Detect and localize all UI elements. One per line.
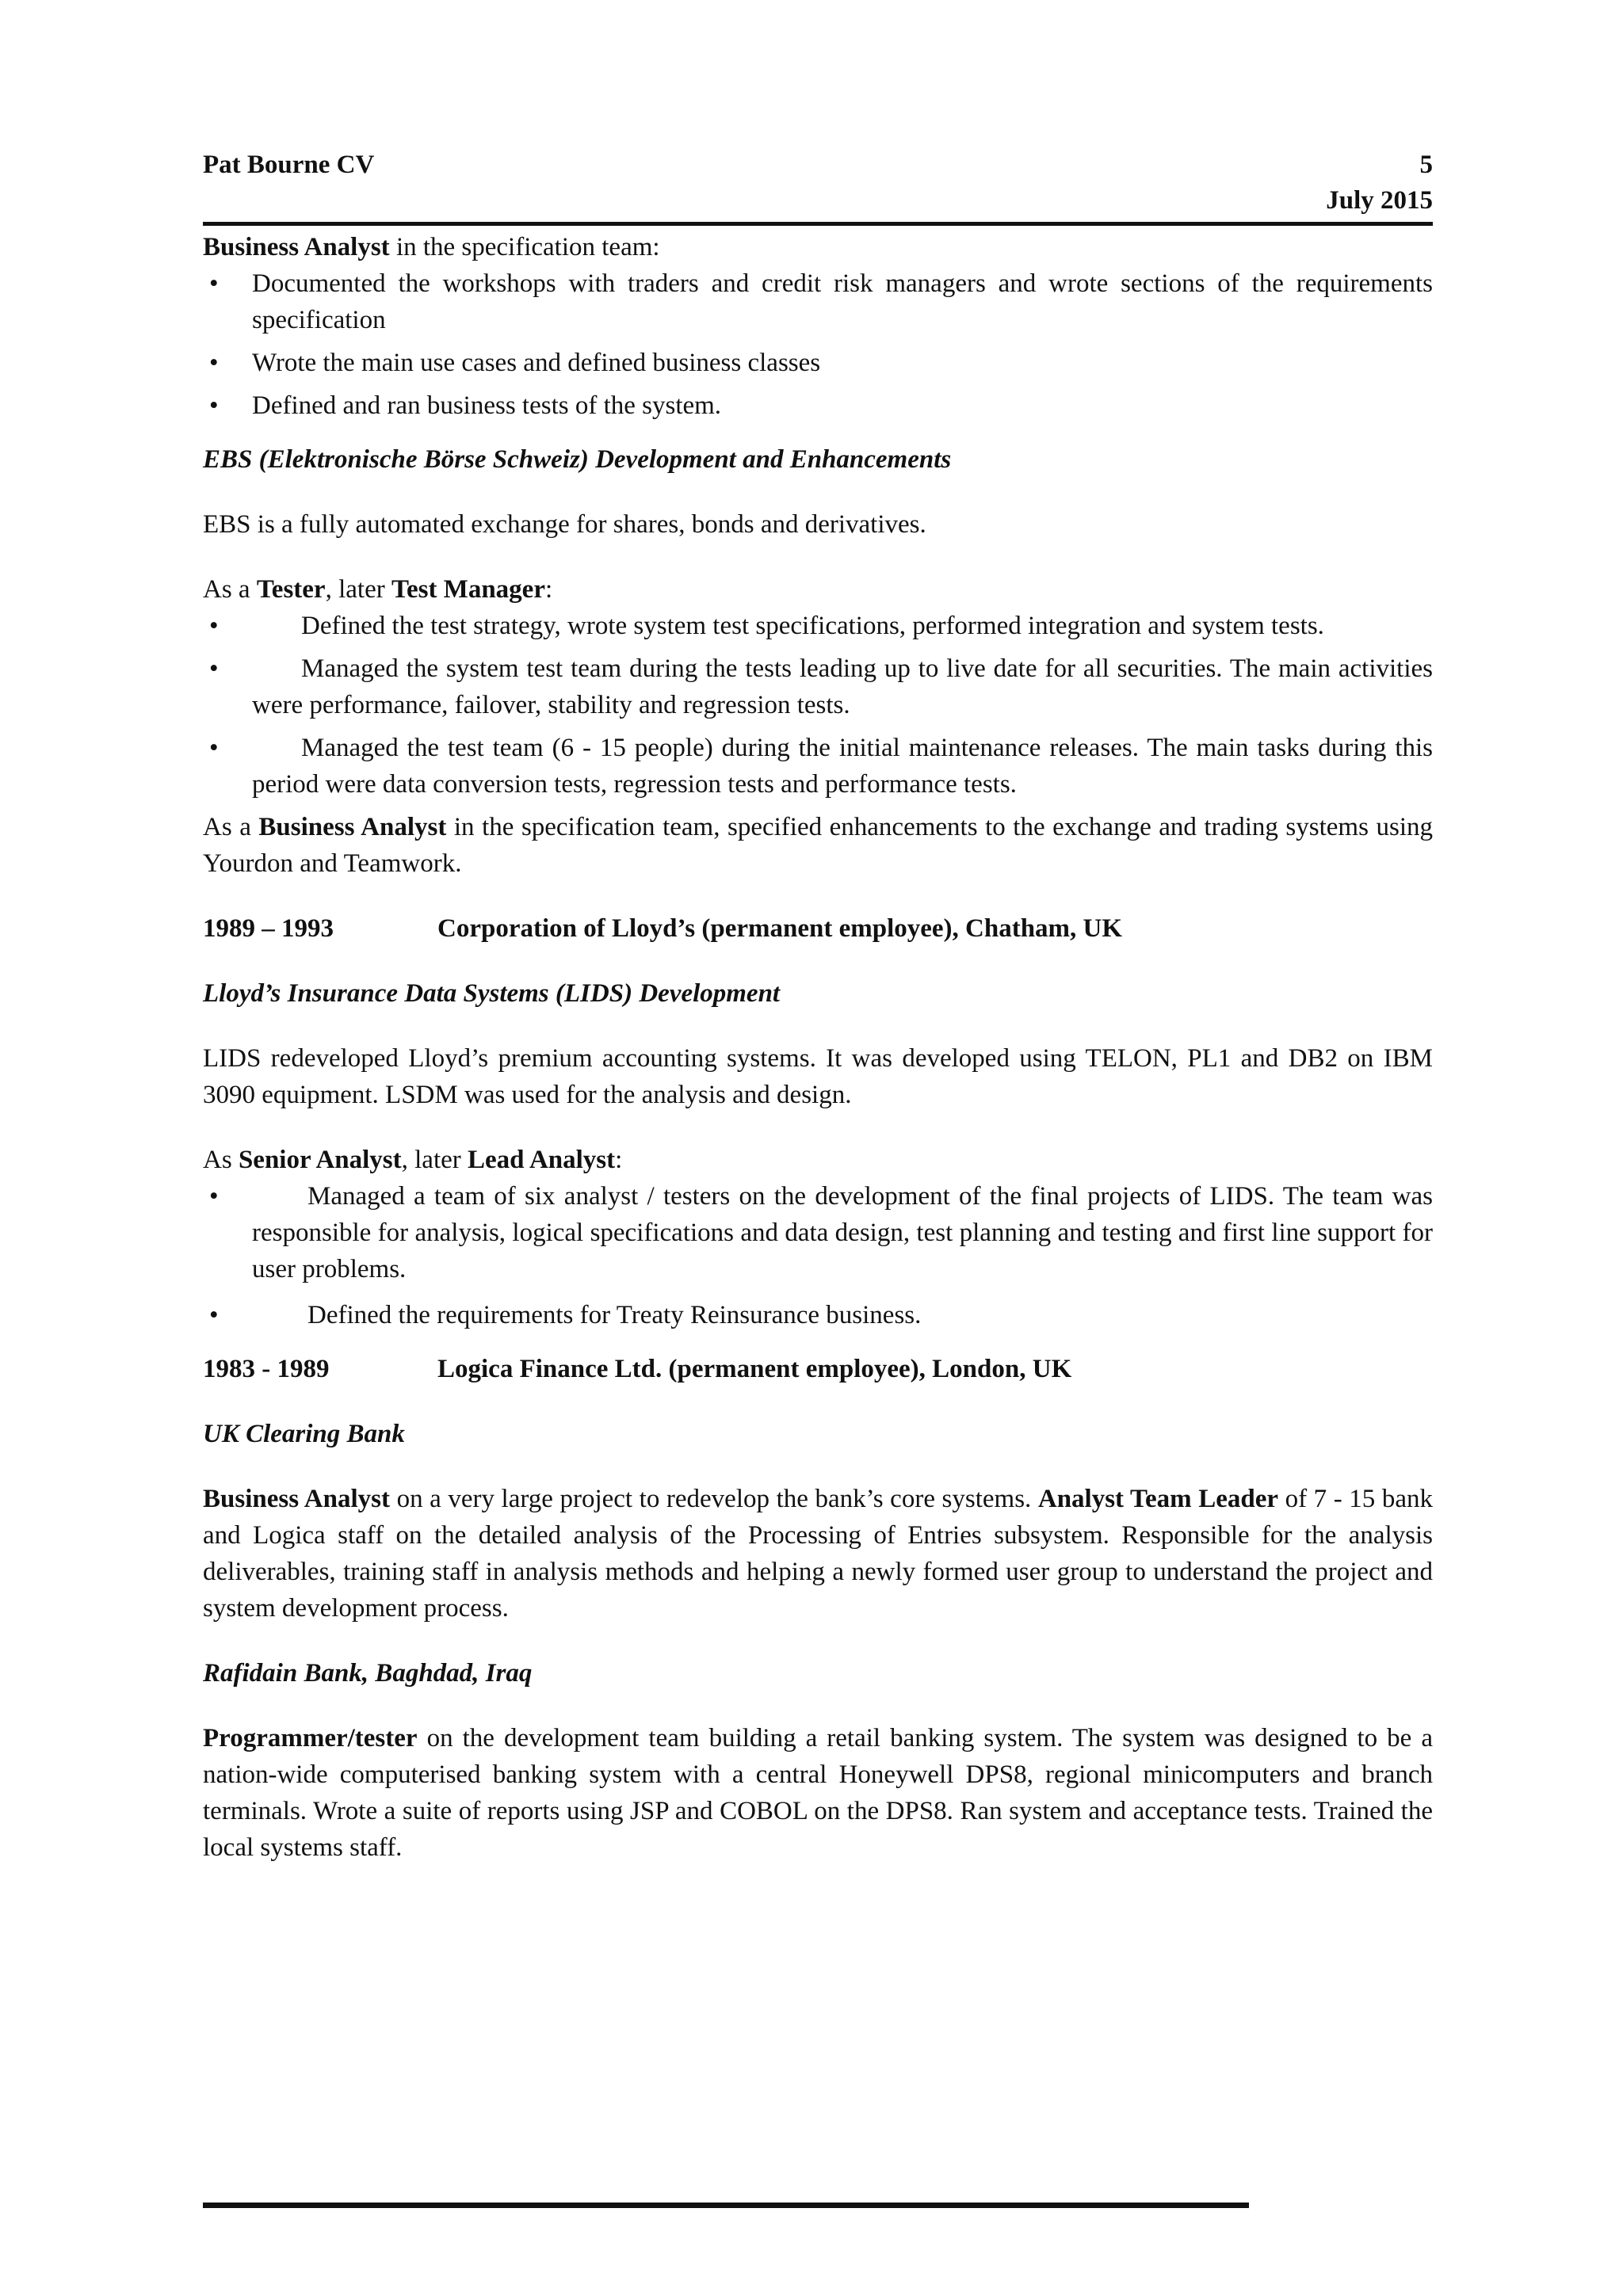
list-item [203,1178,1433,1287]
footer-rule [203,2203,1249,2208]
job-heading-lloyds [203,910,1433,947]
bullet-icon: • [209,734,219,762]
role-senior-analyst: Senior Analyst [238,1146,402,1174]
role-text: , later [325,575,391,604]
section-title-ebs: EBS (Elektronische Börse Schweiz) Development and Enhancements [203,445,952,474]
page-number: 5 [1419,151,1433,179]
list-item [203,608,1433,644]
lids-description: LIDS redeveloped Lloyd’s premium accounting systems. It was developed using TELON, PL1 and DB2 on IBM 3090 equipment. LSDM was used for the analysis and design. [203,1044,1433,1109]
bullet-icon: • [209,349,219,377]
bullet-icon: • [209,612,219,640]
bullet-text: Managed a team of six analyst / testers on the development of the final projects of LIDS. The team was responsible for analysis, logical specifications and data design, test planning and testing and first line support for user problems. [252,1182,1433,1283]
intro-bullets [203,265,1433,424]
role-text: : [615,1146,623,1174]
uk-role: Business Analyst [203,1485,390,1513]
bullet-icon: • [209,1301,219,1329]
ebs-bullets [203,608,1433,803]
list-item [203,265,1433,338]
role-text: As a [203,575,257,604]
list-item [203,650,1433,723]
job-company: Logica Finance Ltd. (permanent employee), London, UK [437,1355,1072,1383]
job-heading-logica [203,1351,1433,1387]
rafidain-description [203,1720,1433,1866]
bullet-text: Defined and ran business tests of the system. [252,391,722,420]
list-item [203,1297,1433,1333]
section-title-rafidain: Rafidain Bank, Baghdad, Iraq [203,1659,533,1688]
role-text: , later [401,1146,468,1174]
lids-bullets [203,1178,1433,1333]
bullet-icon: • [209,1182,219,1211]
job-years: 1983 - 1989 [203,1355,330,1383]
rafidain-role: Programmer/tester [203,1724,418,1753]
header-name: Pat Bourne CV [203,151,375,179]
ba-text: in the specification team, specified enhancements to the exchange and trading systems using Yourdon and Teamwork. [203,813,1433,878]
cv-page [203,151,1433,1866]
bullet-text: Managed the test team (6 - 15 people) during the initial maintenance releases. The main tasks during this period were data conversion tests, regression tests and performance tests. [252,734,1433,799]
role-text: As [203,1146,239,1174]
rafidain-text: on the development team building a retail banking system. The system was designed to be a nation-wide computerised banking system with a central Honeywell DPS8, regional minicomputers and branch terminals. Wrote a suite of reports using JSP and COBOL on the DPS8. Ran system and acceptance tests. Trained the local systems staff. [203,1724,1433,1862]
ebs-role [203,571,1433,608]
bullet-icon: • [209,391,219,420]
role-lead-analyst: Lead Analyst [468,1146,616,1174]
intro-rest: in the specification team: [389,233,660,261]
section-title-lids: Lloyd’s Insurance Data Systems (LIDS) Development [203,979,781,1008]
uk-description [203,1481,1433,1627]
uk-text: of 7 - 15 bank and Logica staff on the detailed analysis of the Processing of Entries subsystem. Responsible for the analysis deliverables, training staff in analysis methods and helping a newly formed user group to understand the project and system development process. [203,1485,1433,1623]
list-item [203,345,1433,381]
intro-role: Business Analyst [203,233,390,261]
bullet-text: Documented the workshops with traders and credit risk managers and wrote sections of the requirements specification [252,269,1433,334]
bullet-text: Defined the requirements for Treaty Reinsurance business. [307,1301,922,1329]
role-tester: Tester [256,575,326,604]
lids-role [203,1142,1433,1178]
ba-role: Business Analyst [258,813,447,841]
intro-line [203,229,1433,265]
role-test-manager: Test Manager [391,575,545,604]
job-years: 1989 – 1993 [203,914,334,943]
header-date: July 2015 [1326,186,1433,215]
bullet-icon: • [209,269,219,298]
role-text: : [544,575,553,604]
list-item [203,387,1433,424]
page-header [203,151,1433,222]
bullet-text: Managed the system test team during the tests leading up to live date for all securities. The main activities were performance, failover, stability and regression tests. [252,654,1433,719]
uk-role-2: Analyst Team Leader [1037,1485,1279,1513]
ba-text: As a [203,813,259,841]
ebs-ba-paragraph [203,809,1433,882]
section-title-uk-clearing-bank: UK Clearing Bank [203,1420,405,1448]
list-item [203,730,1433,803]
uk-text: on a very large project to redevelop the bank’s core systems. [390,1485,1038,1513]
job-company: Corporation of Lloyd’s (permanent employee), Chatham, UK [437,914,1123,943]
bullet-text: Wrote the main use cases and defined business classes [252,349,821,377]
header-rule [203,222,1433,226]
bullet-icon: • [209,654,219,683]
bullet-text: Defined the test strategy, wrote system test specifications, performed integration and system tests. [301,612,1324,640]
ebs-description: EBS is a fully automated exchange for shares, bonds and derivatives. [203,510,926,539]
